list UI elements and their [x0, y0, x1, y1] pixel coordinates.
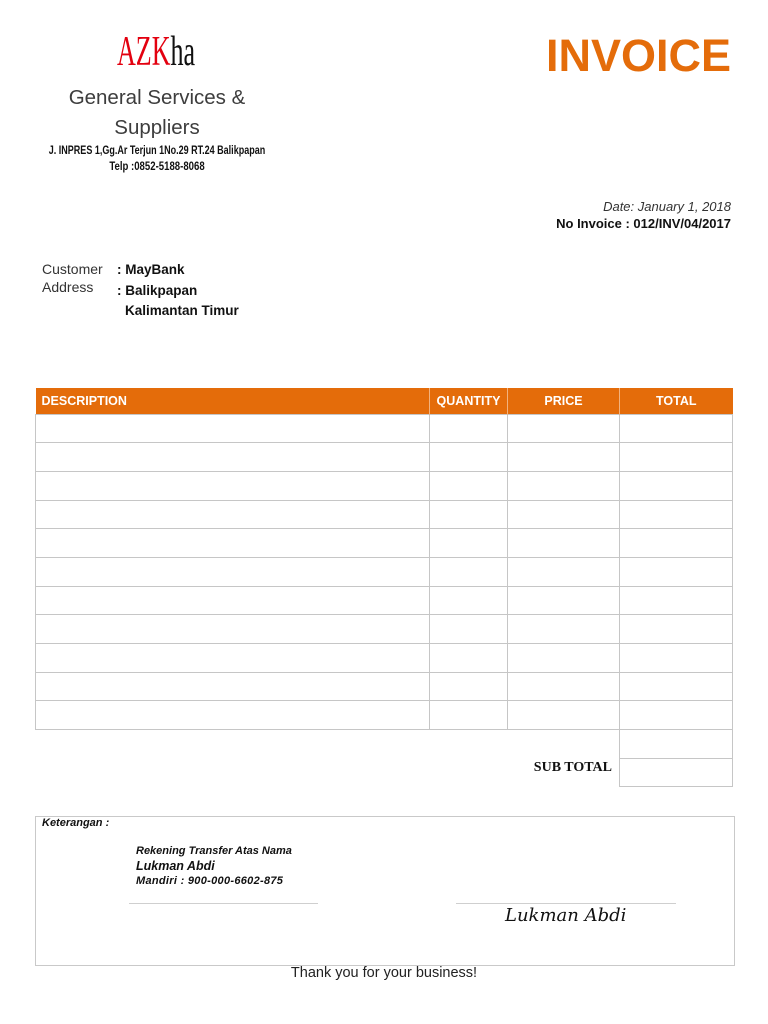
company-tagline-line2: Suppliers [114, 116, 200, 139]
header-quantity: QUANTITY [430, 388, 508, 414]
customer-address-line2: Kalimantan Timur [125, 303, 239, 318]
total-cell [620, 557, 733, 586]
signature-line-right [456, 903, 676, 904]
invoice-table-body [36, 414, 733, 730]
table-row [36, 672, 733, 701]
description-cell [36, 414, 430, 443]
table-row [36, 471, 733, 500]
invoice-date: Date: January 1, 2018 [603, 199, 731, 214]
description-cell [36, 644, 430, 673]
logo-black-text: ha [170, 29, 196, 75]
header-price: PRICE [508, 388, 620, 414]
price-cell [508, 443, 620, 472]
header-description: DESCRIPTION [36, 388, 430, 414]
company-phone: Telp :0852-5188-8068 [109, 159, 205, 173]
description-cell [36, 701, 430, 730]
account-name: Lukman Abdi [136, 859, 215, 873]
price-cell [508, 557, 620, 586]
customer-address-line1: : Balikpapan [117, 283, 198, 298]
quantity-cell [430, 414, 508, 443]
quantity-cell [430, 644, 508, 673]
company-logo [117, 31, 195, 73]
total-cell [620, 701, 733, 730]
price-cell [508, 500, 620, 529]
table-row [36, 586, 733, 615]
signature-line-left [129, 903, 318, 904]
company-tagline-line1: General Services & [68, 86, 246, 109]
table-row [36, 529, 733, 558]
total-cell [620, 672, 733, 701]
description-cell [36, 586, 430, 615]
total-cell [620, 500, 733, 529]
total-cell [620, 644, 733, 673]
table-header [36, 388, 733, 414]
subtotal-label: SUB TOTAL [533, 760, 612, 775]
company-address: J. INPRES 1,Gg.Ar Terjun 1No.29 RT.24 Balikpapan [48, 143, 266, 157]
price-cell [508, 644, 620, 673]
quantity-cell [430, 500, 508, 529]
total-cell [620, 529, 733, 558]
account-number: Mandiri : 900-000-6602-875 [136, 875, 284, 887]
footer-thank-you: Thank you for your business! [290, 965, 478, 981]
quantity-cell [430, 672, 508, 701]
signature: Lukman Abdi [505, 905, 627, 926]
subtotal-blank-cell [619, 730, 733, 759]
price-cell [508, 586, 620, 615]
invoice-number: No Invoice : 012/INV/04/2017 [556, 216, 731, 231]
description-cell [36, 557, 430, 586]
description-cell [36, 615, 430, 644]
description-cell [36, 672, 430, 701]
quantity-cell [430, 443, 508, 472]
total-cell [620, 586, 733, 615]
price-cell [508, 672, 620, 701]
customer-name: : MayBank [117, 262, 185, 277]
total-cell [620, 471, 733, 500]
table-row [36, 615, 733, 644]
table-header-row [36, 388, 733, 414]
quantity-cell [430, 615, 508, 644]
total-cell [620, 443, 733, 472]
invoice-table [35, 388, 733, 730]
price-cell [508, 414, 620, 443]
table-row [36, 644, 733, 673]
subtotal-value [619, 759, 733, 787]
notes-label: Keterangan : [42, 817, 110, 829]
company-tagline [37, 83, 277, 143]
description-cell [36, 529, 430, 558]
description-cell [36, 471, 430, 500]
total-cell [620, 615, 733, 644]
price-cell [508, 471, 620, 500]
quantity-cell [430, 586, 508, 615]
table-row [36, 443, 733, 472]
total-cell [620, 414, 733, 443]
table-row [36, 414, 733, 443]
bank-transfer-label: Rekening Transfer Atas Nama [136, 845, 292, 857]
quantity-cell [430, 701, 508, 730]
quantity-cell [430, 557, 508, 586]
price-cell [508, 615, 620, 644]
quantity-cell [430, 471, 508, 500]
header-total: TOTAL [620, 388, 733, 414]
price-cell [508, 529, 620, 558]
table-row [36, 500, 733, 529]
table-row [36, 701, 733, 730]
invoice-title: INVOICE [545, 30, 731, 81]
customer-label: Customer [42, 261, 103, 277]
address-label: Address [42, 279, 94, 295]
table-row [36, 557, 733, 586]
price-cell [508, 701, 620, 730]
description-cell [36, 500, 430, 529]
notes-box [35, 816, 735, 966]
description-cell [36, 443, 430, 472]
quantity-cell [430, 529, 508, 558]
logo-red-text: AZK [117, 29, 171, 75]
